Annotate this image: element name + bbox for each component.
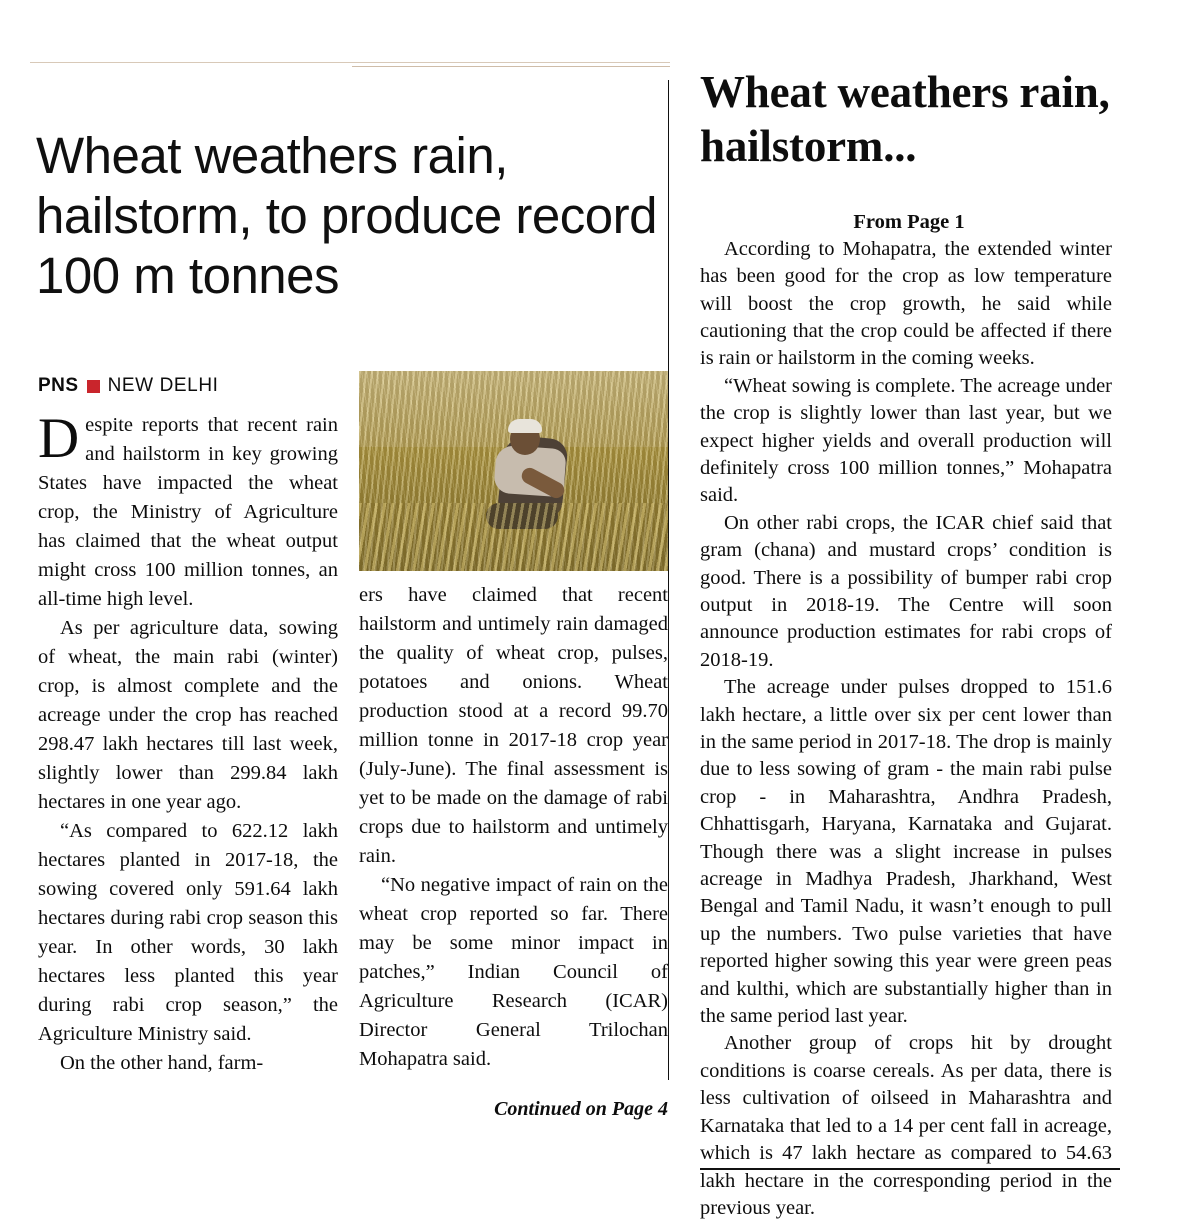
photo-foreground-grain xyxy=(359,503,668,571)
column-divider-rule xyxy=(668,80,669,1080)
paragraph xyxy=(38,407,338,614)
byline-square-icon xyxy=(87,380,100,393)
paragraph: The acreage under pulses dropped to 151.6 lakh hectare, a little over six per cent lower than in the same period in 2017-18. The drop is mainly due to less sowing of gram - the main rabi pulse crop - in Maharashtra, Andhra Pradesh, Chhattisgarh, Haryana, Karnataka and Gujarat. Though there was a slight increase in pulses acreage in Madhya Pradesh, Jharkhand, West Bengal and Tamil Nadu, it wasn’t enough to pull up the numbers. Two pulse varieties that have reported higher sowing this year were green peas and kulthi, which are substantially higher than in the same period last year. xyxy=(700,676,1112,1028)
page-title: Wheat weathers rain, hailstorm, to produce record 100 m tonnes xyxy=(36,127,657,305)
left-column-2 xyxy=(359,581,668,1074)
paragraph: “Wheat sowing is complete. The acreage under the crop is slightly lower than last year, but we expect higher yields and overall production will definitely cross 100 million tonnes,” Mohapatra said. xyxy=(700,374,1112,507)
drop-cap: D xyxy=(38,407,80,470)
paragraph: ers have claimed that recent hailstorm and untimely rain damaged the quality of wheat crop, pulses, potatoes and onions. Wheat production stood at a record 99.70 million tonne in 2017-18 crop year (July-June). The final assessment is yet to be made on the damage of rabi crops due to hailstorm and untimely rain. xyxy=(359,584,668,867)
right-article xyxy=(700,28,1118,1222)
paragraph: On other rabi crops, the ICAR chief said that gram (chana) and mustard crops’ condition is good. There is a possibility of bumper rabi crop output in 2018-19. The Centre will soon announce production estimates for rabi crops of 2018-19. xyxy=(700,511,1112,671)
top-hairline-rule-secondary xyxy=(352,66,670,67)
byline-city: NEW DELHI xyxy=(107,375,219,396)
paragraph-text: espite reports that recent rain and hailstorm in key growing States have impacted the wheat crop, the Ministry of Agriculture has claimed that the wheat output might cross 100 million tonnes, an all-time high level. xyxy=(38,414,338,610)
left-column-1 xyxy=(38,407,338,1078)
paragraph: According to Mohapatra, the extended winter has been good for the crop as low temperature will boost the crop growth, he said while cautioning that the crop could be affected if there is rain or hailstorm in the coming weeks. xyxy=(700,237,1112,370)
jump-headline: Wheat weathers rain, hailstorm... xyxy=(700,67,1110,172)
paragraph: On the other hand, farm- xyxy=(60,1052,264,1074)
bottom-rule xyxy=(700,1168,1120,1170)
byline-agency: PNS xyxy=(38,375,79,396)
continued-on-page-note: Continued on Page 4 xyxy=(494,1098,668,1120)
left-article xyxy=(22,62,670,1142)
top-hairline-rule xyxy=(30,62,670,63)
right-body xyxy=(700,236,1112,1222)
paragraph: “No negative impact of rain on the wheat crop reported so far. There may be some minor impact in patches,” Indian Council of Agriculture Research (ICAR) Director General Trilochan Mohapatra said. xyxy=(359,874,668,1070)
paragraph: As per agriculture data, sowing of wheat, the main rabi (winter) crop, is almost complete and the acreage under the crop has reached 298.47 lakh hectares till last week, slightly lower than 299.84 lakh hectares in one year ago. xyxy=(38,617,338,813)
paragraph: “As compared to 622.12 lakh hectares planted in 2017-18, the sowing covered only 591.64 lakh hectares during rabi crop season this year. In other words, 30 lakh hectares less planted this year during rabi crop season,” the Agriculture Ministry said. xyxy=(38,820,338,1045)
article-photo xyxy=(359,371,668,571)
from-page-label: From Page 1 xyxy=(853,210,965,233)
paragraph: Another group of crops hit by drought conditions is coarse cereals. As per data, there is less cultivation of oilseed in Maharashtra and Karnataka that led to a 14 per cent fall in acreage, which is 47 lakh hectare as compared to 54.63 lakh hectare in the corresponding period in the previous year. xyxy=(700,1032,1112,1219)
byline xyxy=(38,375,219,397)
photo-farmer-cap xyxy=(508,419,542,433)
